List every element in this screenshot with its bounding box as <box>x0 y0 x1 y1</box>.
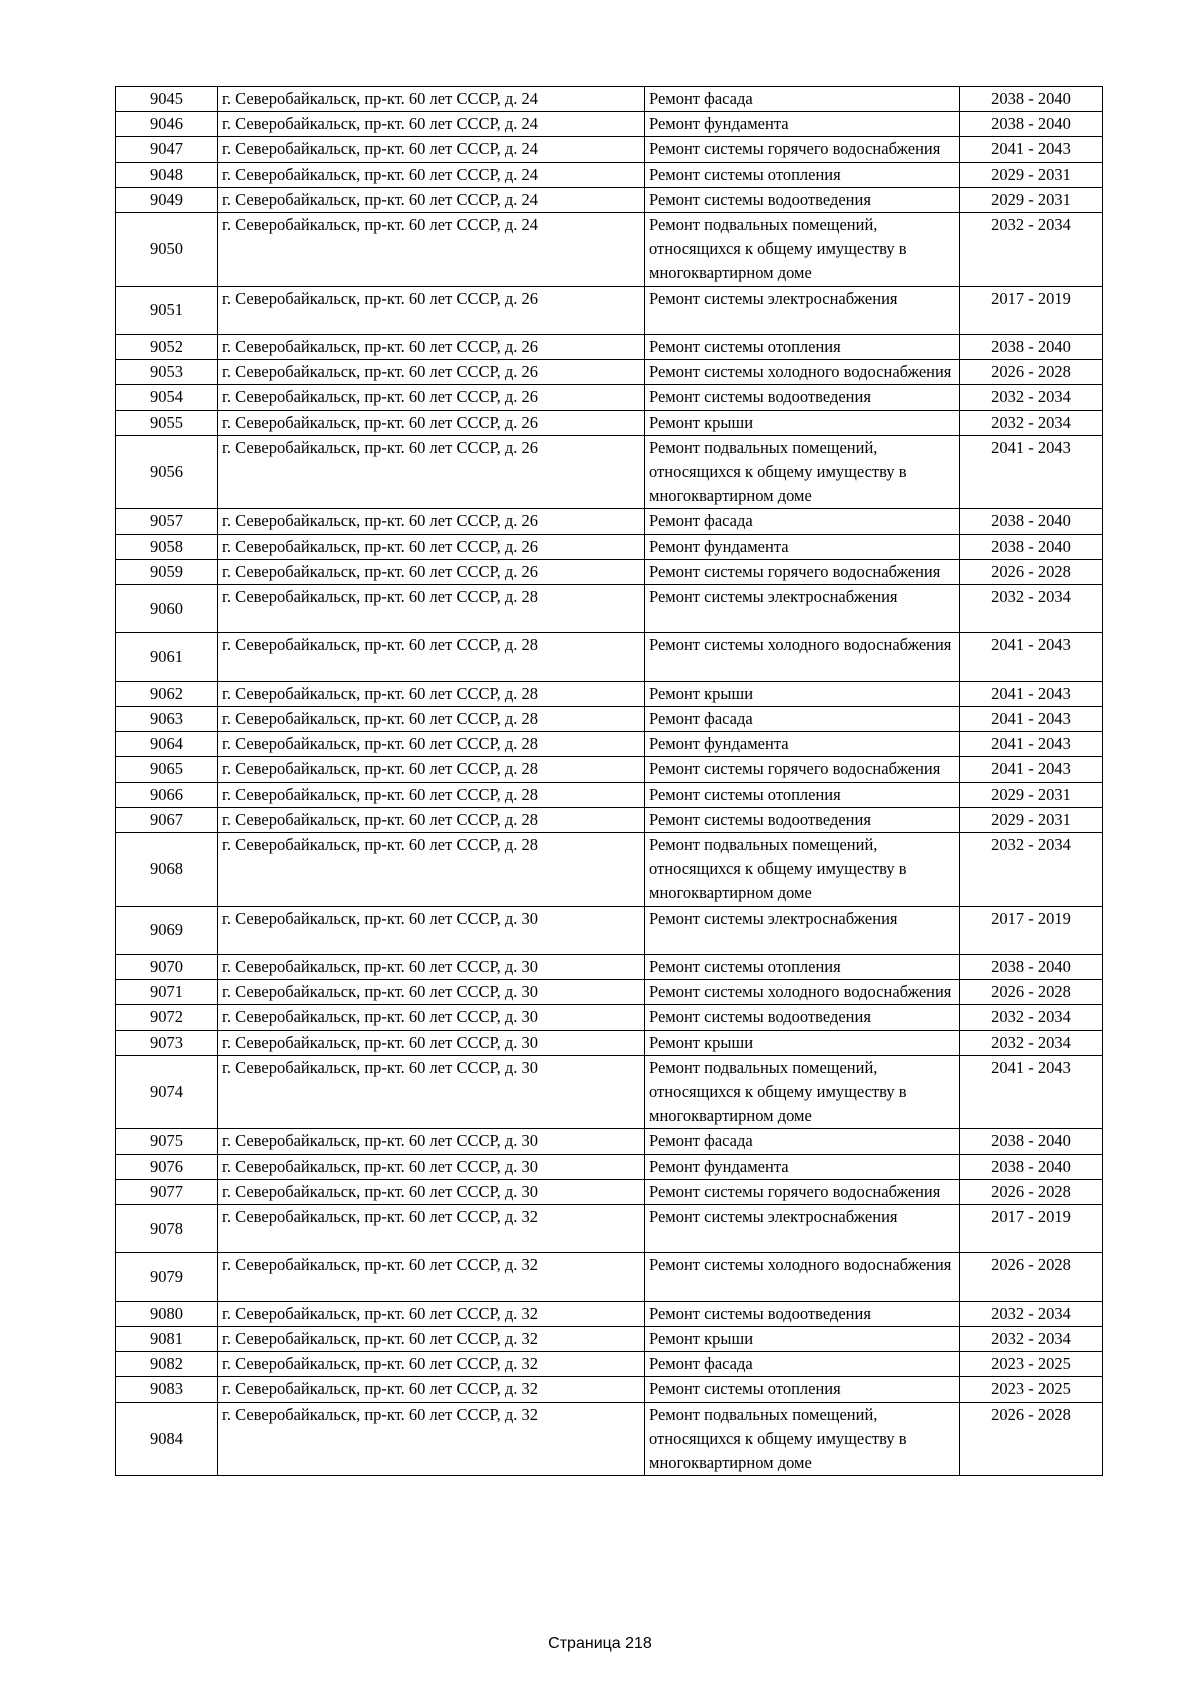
row-period: 2032 - 2034 <box>960 410 1103 435</box>
row-number: 9069 <box>116 906 218 954</box>
row-work-type: Ремонт фасада <box>645 1352 960 1377</box>
table-row <box>116 1154 1103 1179</box>
table-row <box>116 757 1103 782</box>
row-period: 2041 - 2043 <box>960 732 1103 757</box>
row-address: г. Северобайкальск, пр-кт. 60 лет СССР, д. 32 <box>218 1205 645 1253</box>
row-number: 9045 <box>116 87 218 112</box>
table-row <box>116 1253 1103 1301</box>
row-number: 9056 <box>116 435 218 509</box>
row-address: г. Северобайкальск, пр-кт. 60 лет СССР, д. 30 <box>218 1154 645 1179</box>
row-work-type: Ремонт системы электроснабжения <box>645 1205 960 1253</box>
row-number: 9046 <box>116 112 218 137</box>
row-period: 2041 - 2043 <box>960 707 1103 732</box>
table-row <box>116 1055 1103 1129</box>
row-number: 9047 <box>116 137 218 162</box>
row-address: г. Северобайкальск, пр-кт. 60 лет СССР, д. 28 <box>218 633 645 681</box>
row-number: 9071 <box>116 980 218 1005</box>
row-period: 2023 - 2025 <box>960 1377 1103 1402</box>
row-work-type: Ремонт системы отопления <box>645 782 960 807</box>
table-row <box>116 1205 1103 1253</box>
row-work-type: Ремонт подвальных помещений, относящихся к общему имуществу в многоквартирном доме <box>645 833 960 907</box>
row-address: г. Северобайкальск, пр-кт. 60 лет СССР, д. 32 <box>218 1377 645 1402</box>
row-address: г. Северобайкальск, пр-кт. 60 лет СССР, д. 32 <box>218 1402 645 1476</box>
table-row <box>116 707 1103 732</box>
table-row <box>116 980 1103 1005</box>
row-number: 9064 <box>116 732 218 757</box>
table-row <box>116 906 1103 954</box>
repair-schedule-table <box>115 86 1103 1476</box>
row-address: г. Северобайкальск, пр-кт. 60 лет СССР, д. 28 <box>218 681 645 706</box>
row-work-type: Ремонт фундамента <box>645 1154 960 1179</box>
row-work-type: Ремонт подвальных помещений, относящихся к общему имуществу в многоквартирном доме <box>645 1055 960 1129</box>
row-work-type: Ремонт фундамента <box>645 534 960 559</box>
row-number: 9052 <box>116 335 218 360</box>
row-work-type: Ремонт системы водоотведения <box>645 1005 960 1030</box>
table-row <box>116 137 1103 162</box>
table-row <box>116 213 1103 287</box>
row-work-type: Ремонт фасада <box>645 509 960 534</box>
row-number: 9072 <box>116 1005 218 1030</box>
row-period: 2026 - 2028 <box>960 1402 1103 1476</box>
row-address: г. Северобайкальск, пр-кт. 60 лет СССР, д. 26 <box>218 286 645 334</box>
row-work-type: Ремонт системы электроснабжения <box>645 286 960 334</box>
row-address: г. Северобайкальск, пр-кт. 60 лет СССР, д. 24 <box>218 137 645 162</box>
row-work-type: Ремонт крыши <box>645 681 960 706</box>
row-period: 2032 - 2034 <box>960 833 1103 907</box>
row-period: 2038 - 2040 <box>960 955 1103 980</box>
row-address: г. Северобайкальск, пр-кт. 60 лет СССР, д. 26 <box>218 385 645 410</box>
row-number: 9067 <box>116 807 218 832</box>
row-number: 9070 <box>116 955 218 980</box>
row-period: 2026 - 2028 <box>960 1179 1103 1204</box>
row-period: 2038 - 2040 <box>960 509 1103 534</box>
row-number: 9081 <box>116 1327 218 1352</box>
row-work-type: Ремонт фундамента <box>645 732 960 757</box>
row-period: 2038 - 2040 <box>960 1154 1103 1179</box>
row-address: г. Северобайкальск, пр-кт. 60 лет СССР, д. 24 <box>218 187 645 212</box>
table-row <box>116 1327 1103 1352</box>
row-period: 2032 - 2034 <box>960 1030 1103 1055</box>
row-address: г. Северобайкальск, пр-кт. 60 лет СССР, д. 28 <box>218 782 645 807</box>
table-row <box>116 732 1103 757</box>
row-period: 2026 - 2028 <box>960 360 1103 385</box>
table-row <box>116 1402 1103 1476</box>
row-work-type: Ремонт системы горячего водоснабжения <box>645 559 960 584</box>
row-address: г. Северобайкальск, пр-кт. 60 лет СССР, д. 30 <box>218 980 645 1005</box>
row-address: г. Северобайкальск, пр-кт. 60 лет СССР, д. 30 <box>218 1179 645 1204</box>
row-address: г. Северобайкальск, пр-кт. 60 лет СССР, д. 26 <box>218 360 645 385</box>
row-number: 9065 <box>116 757 218 782</box>
row-address: г. Северобайкальск, пр-кт. 60 лет СССР, д. 24 <box>218 162 645 187</box>
row-address: г. Северобайкальск, пр-кт. 60 лет СССР, д. 32 <box>218 1253 645 1301</box>
row-period: 2041 - 2043 <box>960 1055 1103 1129</box>
row-period: 2026 - 2028 <box>960 1253 1103 1301</box>
row-number: 9077 <box>116 1179 218 1204</box>
row-number: 9074 <box>116 1055 218 1129</box>
row-address: г. Северобайкальск, пр-кт. 60 лет СССР, д. 32 <box>218 1327 645 1352</box>
table-row <box>116 833 1103 907</box>
row-work-type: Ремонт фасада <box>645 707 960 732</box>
row-number: 9068 <box>116 833 218 907</box>
row-number: 9079 <box>116 1253 218 1301</box>
row-period: 2038 - 2040 <box>960 112 1103 137</box>
row-number: 9050 <box>116 213 218 287</box>
row-period: 2032 - 2034 <box>960 1301 1103 1326</box>
row-period: 2041 - 2043 <box>960 435 1103 509</box>
row-address: г. Северобайкальск, пр-кт. 60 лет СССР, д. 32 <box>218 1301 645 1326</box>
table-row <box>116 559 1103 584</box>
row-number: 9076 <box>116 1154 218 1179</box>
row-number: 9078 <box>116 1205 218 1253</box>
row-work-type: Ремонт системы холодного водоснабжения <box>645 980 960 1005</box>
table-row <box>116 509 1103 534</box>
row-period: 2038 - 2040 <box>960 1129 1103 1154</box>
row-address: г. Северобайкальск, пр-кт. 60 лет СССР, д. 28 <box>218 807 645 832</box>
row-work-type: Ремонт системы холодного водоснабжения <box>645 1253 960 1301</box>
table-row <box>116 807 1103 832</box>
row-work-type: Ремонт подвальных помещений, относящихся к общему имуществу в многоквартирном доме <box>645 213 960 287</box>
row-address: г. Северобайкальск, пр-кт. 60 лет СССР, д. 30 <box>218 1030 645 1055</box>
row-period: 2038 - 2040 <box>960 335 1103 360</box>
row-work-type: Ремонт системы отопления <box>645 335 960 360</box>
row-address: г. Северобайкальск, пр-кт. 60 лет СССР, д. 30 <box>218 1129 645 1154</box>
row-work-type: Ремонт системы горячего водоснабжения <box>645 757 960 782</box>
table-row <box>116 112 1103 137</box>
row-period: 2017 - 2019 <box>960 906 1103 954</box>
row-number: 9062 <box>116 681 218 706</box>
row-address: г. Северобайкальск, пр-кт. 60 лет СССР, д. 28 <box>218 707 645 732</box>
row-period: 2029 - 2031 <box>960 187 1103 212</box>
row-number: 9063 <box>116 707 218 732</box>
row-address: г. Северобайкальск, пр-кт. 60 лет СССР, д. 24 <box>218 112 645 137</box>
table-row <box>116 87 1103 112</box>
row-number: 9084 <box>116 1402 218 1476</box>
row-work-type: Ремонт системы отопления <box>645 1377 960 1402</box>
row-address: г. Северобайкальск, пр-кт. 60 лет СССР, д. 26 <box>218 559 645 584</box>
row-number: 9057 <box>116 509 218 534</box>
table-row <box>116 410 1103 435</box>
row-period: 2023 - 2025 <box>960 1352 1103 1377</box>
row-period: 2038 - 2040 <box>960 87 1103 112</box>
row-number: 9055 <box>116 410 218 435</box>
table-row <box>116 955 1103 980</box>
table-row <box>116 681 1103 706</box>
table-row <box>116 286 1103 334</box>
row-number: 9066 <box>116 782 218 807</box>
row-period: 2032 - 2034 <box>960 385 1103 410</box>
row-number: 9053 <box>116 360 218 385</box>
row-work-type: Ремонт системы холодного водоснабжения <box>645 633 960 681</box>
table-row <box>116 162 1103 187</box>
row-work-type: Ремонт системы водоотведения <box>645 187 960 212</box>
row-number: 9058 <box>116 534 218 559</box>
row-work-type: Ремонт системы водоотведения <box>645 1301 960 1326</box>
row-work-type: Ремонт системы электроснабжения <box>645 906 960 954</box>
row-work-type: Ремонт системы отопления <box>645 955 960 980</box>
table-row <box>116 435 1103 509</box>
row-period: 2041 - 2043 <box>960 681 1103 706</box>
row-address: г. Северобайкальск, пр-кт. 60 лет СССР, д. 32 <box>218 1352 645 1377</box>
row-period: 2029 - 2031 <box>960 807 1103 832</box>
page-number: Страница 218 <box>548 1635 652 1652</box>
row-number: 9073 <box>116 1030 218 1055</box>
row-work-type: Ремонт подвальных помещений, относящихся к общему имуществу в многоквартирном доме <box>645 1402 960 1476</box>
row-work-type: Ремонт подвальных помещений, относящихся к общему имуществу в многоквартирном доме <box>645 435 960 509</box>
row-work-type: Ремонт фасада <box>645 1129 960 1154</box>
row-period: 2038 - 2040 <box>960 534 1103 559</box>
row-work-type: Ремонт системы горячего водоснабжения <box>645 137 960 162</box>
row-address: г. Северобайкальск, пр-кт. 60 лет СССР, д. 26 <box>218 509 645 534</box>
row-address: г. Северобайкальск, пр-кт. 60 лет СССР, д. 26 <box>218 435 645 509</box>
row-number: 9054 <box>116 385 218 410</box>
table-body <box>116 87 1103 1476</box>
row-address: г. Северобайкальск, пр-кт. 60 лет СССР, д. 24 <box>218 213 645 287</box>
row-address: г. Северобайкальск, пр-кт. 60 лет СССР, д. 26 <box>218 534 645 559</box>
row-period: 2032 - 2034 <box>960 1005 1103 1030</box>
row-work-type: Ремонт системы электроснабжения <box>645 585 960 633</box>
row-period: 2026 - 2028 <box>960 980 1103 1005</box>
row-address: г. Северобайкальск, пр-кт. 60 лет СССР, д. 26 <box>218 410 645 435</box>
row-period: 2029 - 2031 <box>960 782 1103 807</box>
row-address: г. Северобайкальск, пр-кт. 60 лет СССР, д. 30 <box>218 955 645 980</box>
row-number: 9061 <box>116 633 218 681</box>
row-period: 2041 - 2043 <box>960 633 1103 681</box>
row-number: 9049 <box>116 187 218 212</box>
row-work-type: Ремонт системы отопления <box>645 162 960 187</box>
row-period: 2026 - 2028 <box>960 559 1103 584</box>
row-work-type: Ремонт крыши <box>645 410 960 435</box>
row-number: 9060 <box>116 585 218 633</box>
row-address: г. Северобайкальск, пр-кт. 60 лет СССР, д. 30 <box>218 906 645 954</box>
row-period: 2017 - 2019 <box>960 286 1103 334</box>
row-number: 9059 <box>116 559 218 584</box>
row-number: 9048 <box>116 162 218 187</box>
row-period: 2032 - 2034 <box>960 585 1103 633</box>
row-address: г. Северобайкальск, пр-кт. 60 лет СССР, д. 24 <box>218 87 645 112</box>
row-work-type: Ремонт системы водоотведения <box>645 807 960 832</box>
row-work-type: Ремонт системы холодного водоснабжения <box>645 360 960 385</box>
row-period: 2032 - 2034 <box>960 1327 1103 1352</box>
table-row <box>116 1301 1103 1326</box>
table-row <box>116 335 1103 360</box>
row-address: г. Северобайкальск, пр-кт. 60 лет СССР, д. 30 <box>218 1005 645 1030</box>
row-address: г. Северобайкальск, пр-кт. 60 лет СССР, д. 28 <box>218 757 645 782</box>
row-number: 9080 <box>116 1301 218 1326</box>
row-number: 9051 <box>116 286 218 334</box>
row-period: 2041 - 2043 <box>960 757 1103 782</box>
row-period: 2032 - 2034 <box>960 213 1103 287</box>
table-row <box>116 385 1103 410</box>
table-row <box>116 1129 1103 1154</box>
table-row <box>116 1377 1103 1402</box>
table-row <box>116 1005 1103 1030</box>
row-period: 2017 - 2019 <box>960 1205 1103 1253</box>
row-number: 9082 <box>116 1352 218 1377</box>
table-row <box>116 360 1103 385</box>
row-period: 2041 - 2043 <box>960 137 1103 162</box>
table-row <box>116 1030 1103 1055</box>
table-row <box>116 534 1103 559</box>
row-address: г. Северобайкальск, пр-кт. 60 лет СССР, д. 28 <box>218 732 645 757</box>
table-row <box>116 633 1103 681</box>
row-number: 9075 <box>116 1129 218 1154</box>
row-address: г. Северобайкальск, пр-кт. 60 лет СССР, д. 26 <box>218 335 645 360</box>
row-work-type: Ремонт фасада <box>645 87 960 112</box>
table-row <box>116 1179 1103 1204</box>
row-number: 9083 <box>116 1377 218 1402</box>
row-address: г. Северобайкальск, пр-кт. 60 лет СССР, д. 28 <box>218 833 645 907</box>
row-work-type: Ремонт системы горячего водоснабжения <box>645 1179 960 1204</box>
row-period: 2029 - 2031 <box>960 162 1103 187</box>
row-work-type: Ремонт крыши <box>645 1327 960 1352</box>
row-work-type: Ремонт фундамента <box>645 112 960 137</box>
table-row <box>116 585 1103 633</box>
table-row <box>116 782 1103 807</box>
row-address: г. Северобайкальск, пр-кт. 60 лет СССР, д. 28 <box>218 585 645 633</box>
table-row <box>116 1352 1103 1377</box>
table-row <box>116 187 1103 212</box>
row-address: г. Северобайкальск, пр-кт. 60 лет СССР, д. 30 <box>218 1055 645 1129</box>
row-work-type: Ремонт системы водоотведения <box>645 385 960 410</box>
row-work-type: Ремонт крыши <box>645 1030 960 1055</box>
